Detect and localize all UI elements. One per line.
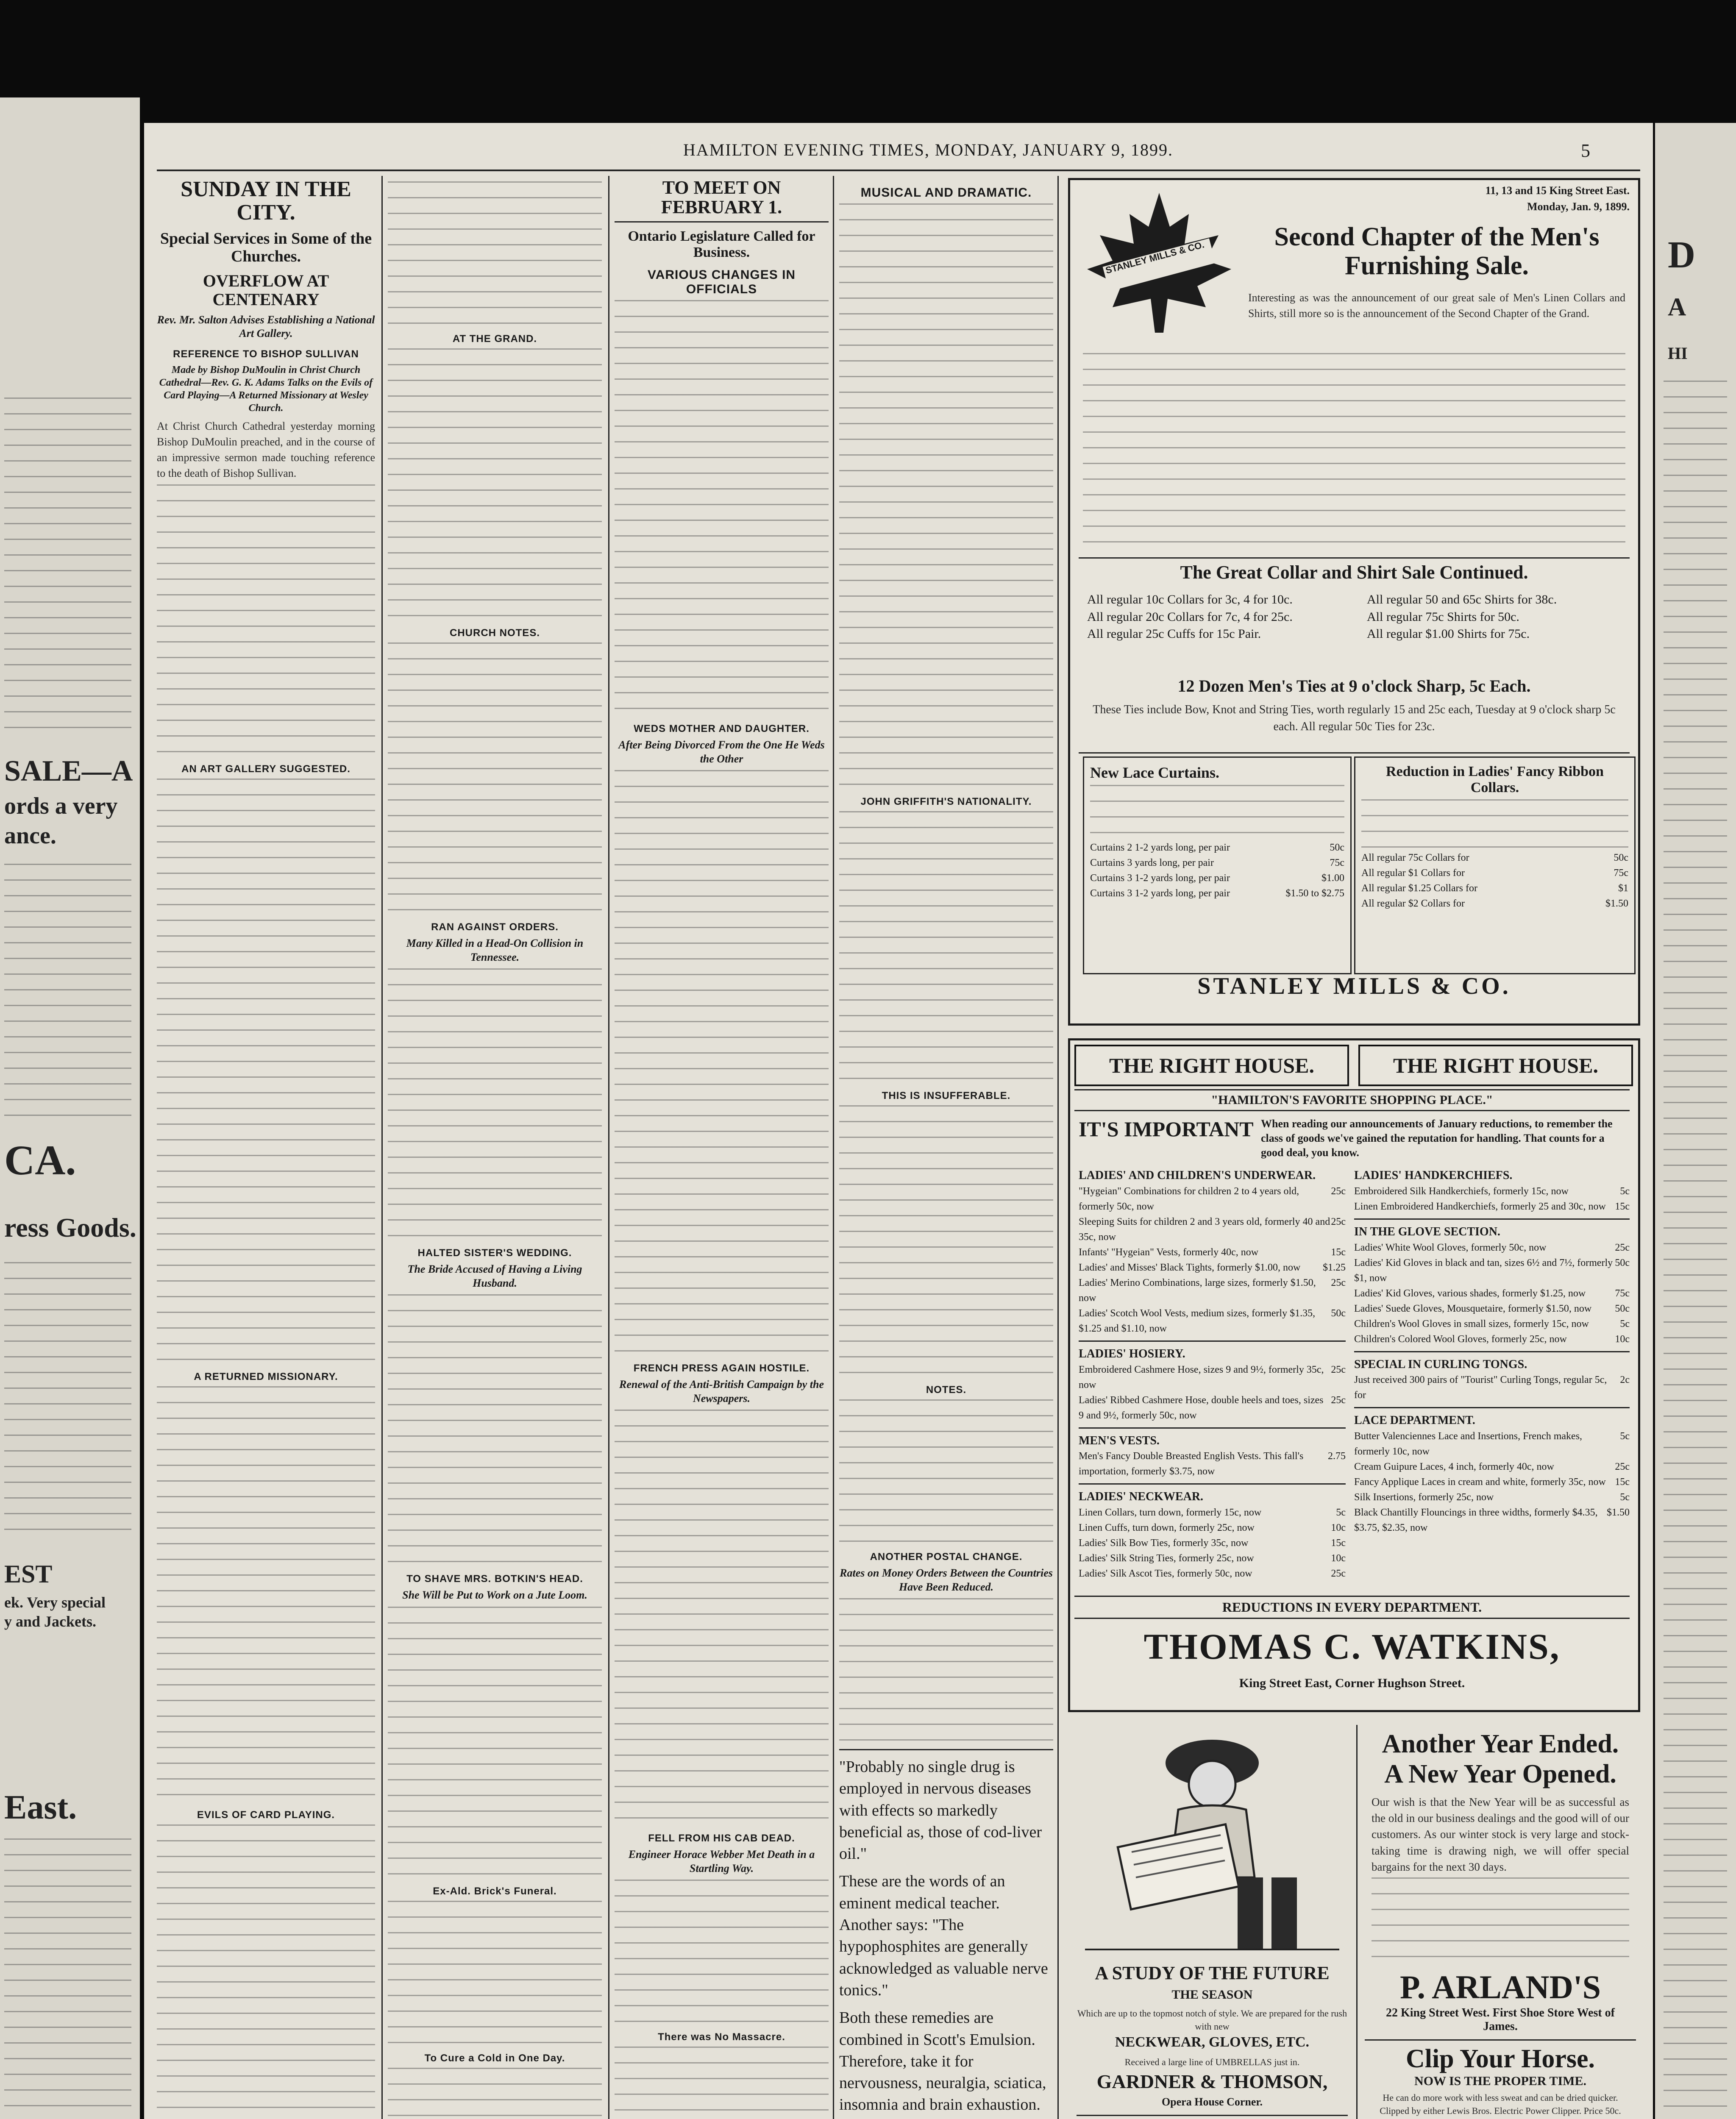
section-title: LADIES' HANDKERCHIEFS. (1354, 1169, 1513, 1182)
ad-firm: P. ARLAND'S (1400, 1969, 1601, 2006)
item-price: 10c (1615, 1333, 1630, 1345)
price-row (1079, 1184, 1346, 1214)
price-row (1354, 1372, 1630, 1403)
reduction-label: All regular 75c Collars for (1361, 852, 1469, 863)
deck: Many Killed in a Head-On Collision in Tennessee. (406, 937, 584, 963)
curtain-label: Curtains 2 1-2 yards long, per pair (1090, 842, 1230, 853)
masthead: HAMILTON EVENING TIMES, MONDAY, JANUARY 9, 1899. (683, 140, 1174, 159)
article-text-block (839, 1598, 1053, 1742)
column-1 (157, 178, 375, 2119)
subhead: AN ART GALLERY SUGGESTED. (181, 763, 351, 775)
subhead: JOHN GRIFFITH'S NATIONALITY. (860, 796, 1032, 807)
item-label: Sleeping Suits for children 2 and 3 years old, formerly 40 and 35c, now (1079, 1216, 1330, 1243)
deck: Rev. Mr. Salton Advises Establishing a National Art Gallery. (157, 313, 375, 340)
headline: TO SHAVE MRS. BOTKIN'S HEAD. (406, 1573, 583, 1585)
column-rule (833, 176, 834, 2119)
reduction-title: Reduction in Ladies' Fancy Ribbon Collars. (1386, 764, 1604, 795)
item-price: 50c (1615, 1257, 1630, 1268)
item-price: $1.50 (1607, 1507, 1630, 1518)
ad-address: 11, 13 and 15 King Street East. (1485, 184, 1630, 197)
price-row (1079, 1362, 1346, 1393)
headline: WEDS MOTHER AND DAUGHTER. (634, 723, 810, 735)
item-label: Linen Collars, turn down, formerly 15c, now (1079, 1507, 1262, 1518)
edge-fragment: ress Goods. (4, 1212, 136, 1243)
item-label: Ladies' Kid Gloves, various shades, formerly $1.25, now (1354, 1288, 1586, 1299)
scott-emulsion-ad (839, 1749, 1053, 2119)
ad-items: NECKWEAR, GLOVES, ETC. (1115, 2034, 1310, 2050)
item-price: $1.25 (1323, 1262, 1346, 1273)
reduction-text (1361, 799, 1628, 850)
maple-leaf-icon (1079, 189, 1240, 341)
article-text-block (157, 1386, 375, 1802)
curtain-label: Curtains 3 1-2 yards long, per pair (1090, 873, 1230, 884)
item-label: Ladies' Merino Combinations, large sizes, formerly $1.50, now (1079, 1277, 1316, 1304)
item-label: Embroidered Cashmere Hose, sizes 9 and 9½, formerly 35c, now (1079, 1364, 1324, 1390)
article-text-block (615, 770, 829, 1355)
reduction-label: All regular $2 Collars for (1361, 898, 1465, 909)
item-label: "Hygeian" Combinations for children 2 to 4 years old, formerly 50c, now (1079, 1185, 1299, 1212)
subhead: AT THE GRAND. (452, 333, 537, 345)
item-price: 5c (1620, 1318, 1630, 1329)
curtain-label: Curtains 3 1-2 yards long, per pair (1090, 888, 1230, 899)
reduction-row (1361, 865, 1628, 881)
newspaper-page (144, 123, 1653, 2119)
headline: FRENCH PRESS AGAIN HOSTILE. (633, 1363, 810, 1374)
edge-fragment: ords a very (4, 793, 118, 819)
reduction-row (1361, 881, 1628, 896)
headline: ANOTHER POSTAL CHANGE. (870, 1551, 1023, 1563)
edge-fragment: EST (4, 1560, 53, 1588)
section-title: LADIES' AND CHILDREN'S UNDERWEAR. (1079, 1169, 1316, 1182)
price-row (1354, 1301, 1630, 1316)
store-name: THOMAS C. WATKINS, (1143, 1626, 1561, 1667)
ad-title: Another Year Ended. (1382, 1730, 1619, 1758)
item-label: Ladies' White Wool Gloves, formerly 50c, now (1354, 1242, 1547, 1253)
item-price: 25c (1331, 1216, 1346, 1227)
item-price: 2c (1620, 1374, 1630, 1386)
curtain-label: Curtains 3 yards long, per pair (1090, 857, 1214, 868)
masthead-rule (157, 170, 1640, 171)
section-title: LACE DEPARTMENT. (1354, 1414, 1475, 1427)
price-row (1354, 1199, 1630, 1214)
section-title: MEN'S VESTS. (1079, 1434, 1160, 1447)
lace-curtains-box (1083, 756, 1352, 974)
ad-text: Both these remedies are combined in Scott's Emulsion. Therefore, take it for nervousness, neuralgia, sciatica, insomnia and brain exhaustion. (839, 2009, 1046, 2114)
item-label: Black Chantilly Flouncings in three widths, formerly $4.35, $3.75, $2.35, now (1354, 1507, 1598, 1534)
price-row (1079, 1214, 1346, 1245)
price-row (1354, 1429, 1630, 1459)
right-house-left-column (1079, 1168, 1346, 1581)
price-row (1354, 1184, 1630, 1199)
item-label: Linen Cuffs, turn down, formerly 25c, now (1079, 1522, 1255, 1534)
ad-text: Our wish is that the New Year will be as successful as the old in our business dealings and the good will of our customers. As our winter stock is very large and stock-taking time is drawing nigh, we will offer special bargains for the next 30 days. (1372, 1795, 1629, 1873)
item-label: Infants' "Hygeian" Vests, formerly 40c, now (1079, 1246, 1259, 1258)
lace-title: New Lace Curtains. (1090, 764, 1219, 781)
subhead: To Cure a Cold in One Day. (424, 2052, 565, 2064)
deck: Rates on Money Orders Between the Countries Have Been Reduced. (840, 1567, 1053, 1593)
divider (1079, 557, 1630, 559)
item-price: 15c (1615, 1477, 1630, 1488)
price-row (1354, 1474, 1630, 1490)
divider (1079, 752, 1630, 754)
item-label: Embroidered Silk Handkerchiefs, formerly 15c, now (1354, 1185, 1569, 1197)
deck: OVERFLOW AT CENTENARY (203, 271, 329, 309)
edge-fragment: ek. Very special (4, 1594, 106, 1611)
ad-text: These are the words of an eminent medical teacher. Another says: "The hypophosphites are generally acknowledged as valuable nerve tonics." (839, 1872, 1048, 1999)
headline: SUNDAY IN THE CITY. (181, 178, 351, 225)
item-label: Ladies' Silk Ascot Ties, formerly 50c, now (1079, 1568, 1252, 1580)
item-label: Fancy Applique Laces in cream and white, formerly 35c, now (1354, 1477, 1606, 1488)
deck: Renewal of the Anti-British Campaign by the Newspapers. (619, 1378, 824, 1404)
boy-reading-illustration-icon (1085, 1725, 1339, 1954)
ad-title: A STUDY OF THE FUTURE (1095, 1963, 1330, 1983)
important-heading: IT'S IMPORTANT (1079, 1117, 1254, 1141)
price-row (1354, 1255, 1630, 1286)
article-text-block (157, 484, 375, 756)
ad-text: Which are up to the topmost notch of style. We are prepared for the rush with new (1077, 2008, 1347, 2032)
divider (1079, 1427, 1346, 1429)
subhead: Ex-Ald. Brick's Funeral. (433, 1885, 557, 1897)
item-price: 5c (1620, 1185, 1630, 1197)
ad-text: He can do more work with less sweat and can be dried quicker. Clipped by either Lewis Bros. Electric Power Clipper. Price 50c. (1380, 2092, 1621, 2116)
edge-text (4, 1262, 131, 1538)
item-price: 25c (1331, 1364, 1346, 1375)
column-rule (608, 176, 609, 2119)
ad-quote: "Probably no single drug is employed in nervous diseases with effects so markedly beneficial as, those of cod-liver oil." (839, 1758, 1042, 1863)
right-house-ad (1068, 1038, 1640, 1712)
item-label: Ladies' Ribbed Cashmere Hose, double heels and toes, sizes 9 and 9½, formerly 50c, now (1079, 1394, 1324, 1421)
item-label: Ladies' Silk String Ties, formerly 25c, now (1079, 1553, 1254, 1564)
important-text: When reading our announcements of January reductions, to remember the class of goods we've gained the reputation for handling. That counts for a good deal, you know. (1261, 1118, 1613, 1159)
ad-subtitle: NOW IS THE PROPER TIME. (1414, 2074, 1586, 2088)
reduction-label: All regular $1 Collars for (1361, 868, 1465, 879)
reduction-row (1361, 896, 1628, 911)
divider (1354, 1407, 1630, 1408)
article-text-block (615, 1880, 829, 2024)
deck: After Being Divorced From the One He Weds the Other (618, 739, 825, 765)
item-price: 25c (1331, 1568, 1346, 1580)
edge-fragment: D (1668, 234, 1695, 276)
price-row (1354, 1286, 1630, 1301)
ad-text-block (1372, 1877, 1629, 1962)
column-2 (388, 178, 602, 2119)
deck: REFERENCE TO BISHOP SULLIVAN (173, 348, 359, 360)
price-row (1079, 1551, 1346, 1566)
reduction-row (1361, 850, 1628, 865)
collar-sale-title: The Great Collar and Shirt Sale Continued. (1180, 562, 1528, 583)
section-title: IN THE GLOVE SECTION. (1354, 1225, 1500, 1238)
headline: MUSICAL AND DRAMATIC. (860, 186, 1032, 200)
store-address: King Street East, Corner Hughson Street. (1239, 1676, 1465, 1690)
price-row (1079, 1566, 1346, 1581)
column-4 (839, 178, 1053, 2119)
item-price: 5c (1620, 1431, 1630, 1442)
article-text-block (157, 779, 375, 1363)
price-row (1354, 1459, 1630, 1474)
arland-ad (1365, 1725, 1636, 2119)
reduction-price: 50c (1614, 852, 1628, 863)
article-text-block (157, 1824, 375, 2119)
page-number: 5 (1581, 140, 1590, 161)
divider (1354, 1218, 1630, 1220)
headline: RAN AGAINST ORDERS. (431, 921, 559, 933)
ad-title: A New Year Opened. (1384, 1760, 1616, 1789)
item-label: Men's Fancy Double Breasted English Vests. This fall's importation, formerly $3.75, now (1079, 1451, 1304, 1477)
subhead: EVILS OF CARD PLAYING. (197, 1809, 335, 1821)
lace-text (1090, 785, 1344, 840)
headline: FELL FROM HIS CAB DEAD. (648, 1833, 795, 1844)
edge-text (4, 1838, 131, 2119)
store-title: THE RIGHT HOUSE. (1074, 1045, 1349, 1086)
headline: TO MEET ON FEBRUARY 1. (615, 178, 829, 222)
deck: Engineer Horace Webber Met Death in a Startling Way. (628, 1848, 815, 1874)
ad-date: Monday, Jan. 9, 1899. (1527, 200, 1630, 213)
curtain-price: $1.00 (1321, 873, 1344, 884)
price-row (1079, 1505, 1346, 1520)
headline: HALTED SISTER'S WEDDING. (417, 1247, 572, 1259)
subhead: THIS IS INSUFFERABLE. (882, 1090, 1011, 1101)
item-price: 25c (1615, 1242, 1630, 1253)
price-row (1354, 1240, 1630, 1255)
article-text-block (388, 2068, 602, 2119)
article-text-block (388, 968, 602, 1240)
item-label: Ladies' and Misses' Black Tights, formerly $1.00, now (1079, 1262, 1301, 1273)
ad-note: Received a large line of UMBRELLAS just in. (1124, 2057, 1300, 2067)
curtain-price: 50c (1330, 842, 1344, 853)
deck: Ontario Legislature Called for Business. (628, 228, 815, 260)
item-label: Children's Wool Gloves in small sizes, formerly 15c, now (1354, 1318, 1589, 1329)
ad-footer: STANLEY MILLS & CO. (1197, 973, 1511, 999)
article-text-block (615, 2047, 829, 2119)
price-row (1079, 1306, 1346, 1336)
item-label: Ladies' Suede Gloves, Mousquetaire, formerly $1.50, now (1354, 1303, 1592, 1314)
article-text: At Christ Church Cathedral yesterday morning Bishop DuMoulin preached, and in the course of an impressive sermon made touching reference to the death of Bishop Sullivan. (157, 420, 375, 479)
edge-fragment: East. (4, 1789, 77, 1826)
deck: Special Services in Some of the Churches. (160, 230, 372, 265)
collar-list-left (1087, 591, 1350, 643)
column-3 (615, 178, 829, 2119)
gardner-thomson-ad (1068, 1725, 1358, 2119)
ad-text-block (1083, 353, 1625, 548)
item-label: Children's Colored Wool Gloves, formerly 25c, now (1354, 1333, 1567, 1345)
price-row (1079, 1520, 1346, 1535)
edge-text (4, 398, 131, 737)
curtain-price: $1.50 to $2.75 (1285, 888, 1344, 899)
deck: The Bride Accused of Having a Living Husband. (407, 1263, 582, 1289)
column-rule (1057, 176, 1059, 2119)
price-row (1079, 1245, 1346, 1260)
subhead: There was No Massacre. (658, 2031, 785, 2043)
curtain-row (1090, 855, 1344, 870)
item-price: 5c (1620, 1492, 1630, 1503)
column-rule (381, 176, 383, 2119)
edge-text (4, 864, 131, 1118)
collar-list-right (1367, 591, 1621, 643)
item-price: 25c (1331, 1394, 1346, 1406)
collar-item: All regular 25c Cuffs for 15c Pair. (1087, 627, 1261, 641)
collar-item: All regular $1.00 Shirts for 75c. (1367, 627, 1530, 641)
ad-logo: STANLEY MILLS & CO. (1104, 239, 1206, 276)
item-price: 5c (1336, 1507, 1346, 1518)
subhead: CHURCH NOTES. (449, 627, 540, 639)
item-label: Silk Insertions, formerly 25c, now (1354, 1492, 1494, 1503)
ties-title: 12 Dozen Men's Ties at 9 o'clock Sharp, 5c Each. (1177, 676, 1531, 695)
item-label: Just received 300 pairs of "Tourist" Curling Tongs, regular 5c, for (1354, 1374, 1607, 1401)
divider (1079, 1483, 1346, 1485)
article-text-block (615, 1410, 829, 1825)
craig-ad (1365, 2039, 1636, 2119)
price-row (1079, 1393, 1346, 1423)
item-price: 25c (1331, 1185, 1346, 1197)
edge-fragment: y and Jackets. (4, 1613, 97, 1630)
item-price: 25c (1331, 1277, 1346, 1288)
edge-text (1664, 381, 1727, 2119)
collar-item: All regular 10c Collars for 3c, 4 for 10c. (1087, 592, 1293, 606)
article-text-block (388, 1607, 602, 1878)
reduction-label: All regular $1.25 Collars for (1361, 883, 1477, 894)
deck: VARIOUS CHANGES IN OFFICIALS (647, 268, 796, 297)
price-row (1079, 1275, 1346, 1306)
subhead: NOTES. (926, 1384, 967, 1396)
item-label: Linen Embroidered Handkerchiefs, formerly 25 and 30c, now (1354, 1201, 1606, 1212)
item-price: 2.75 (1328, 1451, 1346, 1462)
edge-fragment: A (1668, 293, 1686, 321)
reduction-price: $1.50 (1605, 898, 1628, 909)
curtain-price: 75c (1330, 857, 1344, 868)
item-label: Ladies' Silk Bow Ties, formerly 35c, now (1079, 1538, 1249, 1549)
article-text-block (839, 811, 1053, 1082)
collar-item: All regular 20c Collars for 7c, 4 for 25c. (1087, 609, 1293, 624)
ad-address: 22 King Street West. First Shoe Store West of James. (1386, 2006, 1615, 2033)
store-title: THE RIGHT HOUSE. (1358, 1045, 1633, 1086)
deck: She Will be Put to Work on a Jute Loom. (402, 1589, 587, 1601)
store-slogan: "HAMILTON'S FAVORITE SHOPPING PLACE." (1074, 1089, 1630, 1111)
edge-fragment: SALE—A (4, 755, 133, 787)
item-price: 75c (1615, 1288, 1630, 1299)
price-row (1354, 1505, 1630, 1535)
edge-fragment: HI (1668, 344, 1688, 363)
item-price: 10c (1331, 1522, 1346, 1534)
article-text-block (839, 1105, 1053, 1377)
price-row (1079, 1449, 1346, 1479)
item-price: 15c (1331, 1538, 1346, 1549)
ad-title: Clip Your Horse. (1405, 2044, 1595, 2074)
deck: Made by Bishop DuMoulin in Christ Church Cathedral—Rev. G. K. Adams Talks on the Evils of Card Playing—A Returned Missionary at Wesley Church. (159, 364, 373, 414)
adjacent-page-left (0, 97, 140, 2119)
mill-feed-ad (1077, 2115, 1348, 2119)
section-title: LADIES' HOSIERY. (1079, 1347, 1185, 1360)
collar-item: All regular 75c Shirts for 50c. (1367, 609, 1519, 624)
subhead: A RETURNED MISSIONARY. (194, 1371, 338, 1383)
article-text-block (388, 1901, 602, 2045)
curtain-row (1090, 840, 1344, 855)
article-text-block (388, 181, 602, 325)
curtain-row (1090, 886, 1344, 901)
ribbon-collars-box (1354, 756, 1636, 974)
reduction-price: 75c (1614, 868, 1628, 879)
right-house-right-column (1354, 1168, 1630, 1535)
collar-item: All regular 50 and 65c Shirts for 38c. (1367, 592, 1557, 606)
ad-subtitle: THE SEASON (1171, 1988, 1253, 2002)
ad-intro: Interesting as was the announcement of our great sale of Men's Linen Collars and Shirts, still more so is the announcement of the Second Chapter of the Grand. (1248, 292, 1625, 320)
section-title: SPECIAL IN CURLING TONGS. (1354, 1357, 1527, 1371)
reductions-banner: REDUCTIONS IN EVERY DEPARTMENT. (1074, 1596, 1630, 1619)
article-text-block (839, 203, 1053, 788)
item-label: Ladies' Scotch Wool Vests, medium sizes, formerly $1.35, $1.25 and $1.10, now (1079, 1307, 1316, 1334)
article-text-block (615, 300, 829, 715)
item-label: Ladies' Kid Gloves in black and tan, sizes 6½ and 7½, formerly $1, now (1354, 1257, 1613, 1284)
edge-fragment: CA. (4, 1137, 76, 1184)
item-price: 10c (1331, 1553, 1346, 1564)
price-row (1354, 1332, 1630, 1347)
section-title: LADIES' NECKWEAR. (1079, 1490, 1204, 1504)
item-price: 50c (1615, 1303, 1630, 1314)
ad-address: Opera House Corner. (1161, 2096, 1263, 2108)
stanley-mills-ad (1068, 178, 1640, 1026)
price-row (1079, 1260, 1346, 1275)
curtain-row (1090, 870, 1344, 886)
ad-title: Second Chapter of the Men's Furnishing Sale. (1274, 222, 1600, 281)
ties-detail: These Ties include Bow, Knot and String Ties, worth regularly 15 and 25c each, Tuesday at 9 o'clock sharp 5c each. All regular 50c Ties for 23c. (1093, 703, 1616, 733)
reduction-price: $1 (1618, 883, 1628, 894)
item-label: Cream Guipure Laces, 4 inch, formerly 40c, now (1354, 1461, 1554, 1473)
article-text-block (388, 348, 602, 620)
article-text-block (839, 1399, 1053, 1543)
item-label: Butter Valenciennes Lace and Insertions, French makes, formerly 10c, now (1354, 1431, 1583, 1457)
ad-firm: GARDNER & THOMSON, (1096, 2071, 1328, 2092)
divider (1354, 1351, 1630, 1352)
item-price: 25c (1615, 1461, 1630, 1473)
divider (1079, 1340, 1346, 1342)
article-text-block (388, 1294, 602, 1566)
item-price: 50c (1331, 1307, 1346, 1319)
price-row (1079, 1535, 1346, 1551)
adjacent-page-right (1655, 123, 1736, 2119)
price-row (1354, 1316, 1630, 1332)
edge-fragment: ance. (4, 823, 56, 849)
article-text-block (388, 642, 602, 914)
price-row (1354, 1490, 1630, 1505)
item-price: 15c (1615, 1201, 1630, 1212)
item-price: 15c (1331, 1246, 1346, 1258)
